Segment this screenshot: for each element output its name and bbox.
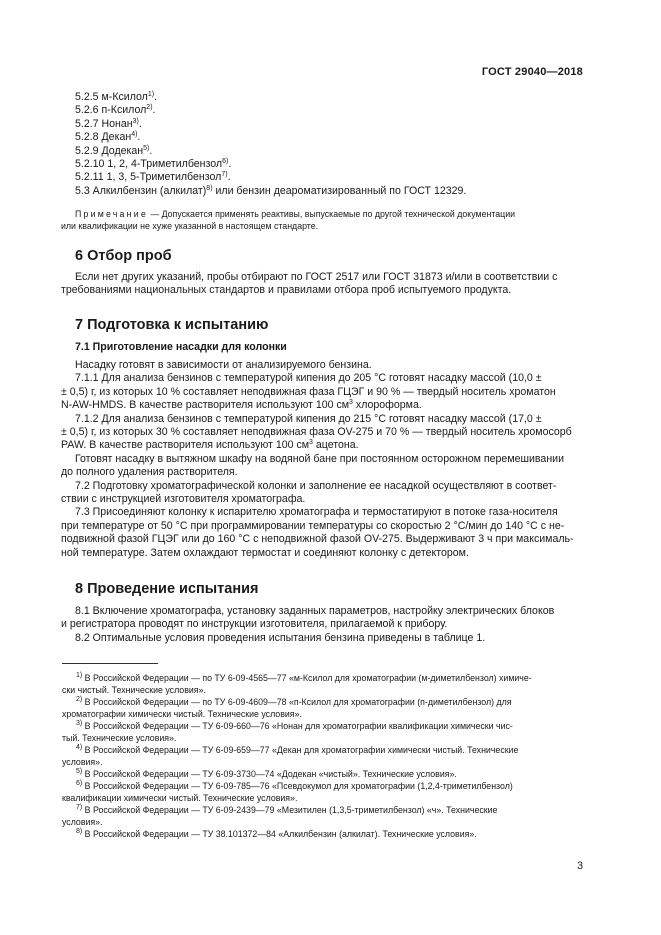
list-item: 5.2.5 м-Ксилол$^{1)}$. — [75, 91, 158, 103]
section-6-body: Если нет других указаний, пробы отбирают по ГОСТ 2517 или ГОСТ 31873 и/или в соответствии с требованиями национальных стандартов и правилами отбора проб испытуемого продукта. — [61, 271, 558, 297]
note-text-cont: или квалификации не хуже указанной в настоящем стандарте. — [61, 220, 319, 231]
footnote: $^{1)}$ В Российской Федерации — по ТУ 6-09-4565—77 «м-Ксилол для хроматографии (м-диметилбензол) химиче- ски чистый. Технические условия». — [62, 672, 532, 695]
footnote: $^{6)}$ В Российской Федерации — ТУ 6-09-785—76 «Псевдокумол для хроматографии (1,2,4-триметилбензол) квалификации химически чистый. Технические условия». — [62, 780, 513, 803]
note-label: Примечание — [75, 209, 148, 219]
footnote: $^{3)}$ В Российской Федерации — ТУ 6-09-660—76 «Нонан для хроматографии квалификации химически чис- тый. Технические условия». — [62, 720, 513, 743]
section-title: 6 Отбор проб — [75, 248, 172, 264]
footnote: $^{4)}$ В Российской Федерации — ТУ 6-09-659—77 «Декан для хроматографии химически чистый. Технические условия». — [62, 744, 519, 767]
list-item: 5.2.6 п-Ксилол$^{2)}$. — [75, 104, 156, 117]
page-number: 3 — [577, 860, 583, 872]
section-7-body: Насадку готовят в зависимости от анализируемого бензина. 7.1.1 Для анализа бензинов с температурой кипения до 205 °С готовят насадку массой (10,0 ± ± 0,5) г, из которых 10 % составляет неподвижная фаза ГЦЭГ и 90 % — твердый носитель хроматон N-AW-HMDS. В качестве растворителя используют 100 $см^3$ хлороформа. 7.1.2 Для анализа бензинов с температурой кипения до 215 °С готовят насадку массой (17,0 ± ± 0,5) г, из которых 30 % составляет неподвижная фаза OV-275 и 70 % — твердый носитель хромосорб PAW. В качестве растворителя используют 100 $см^3$ ацетона. Готовят насадку в вытяжном шкафу на водяной бане при постоянном осторожном перемешивании до полного удаления растворителя. 7.2 Подготовку хроматографической колонки и заполнение ее насадкой осуществляют в соответ- ствии с инструкцией изготовителя хроматографа. 7.3 Присоединяют колонку к испарителю хроматографа и термостатируют в потоке газа-носителя при температуре от 50 °С при программировании температуры со скоростью 2 °С/мин до 140 °С с не- подвижной фазой ГЦЭГ или до 160 °С с неподвижной фазой OV-275. Выдерживают 3 ч при максималь- ной температуре. Затем охлаждают термостат и соединяют колонку с детектором. — [61, 359, 574, 559]
section-title: 8 Проведение испытания — [75, 581, 259, 597]
footnote: $^{2)}$ В Российской Федерации — по ТУ 6-09-4609—78 «п-Ксилол для хроматографии (п-диметилбензол) для хроматографии химически чистый. Технические условия». — [62, 696, 512, 719]
list-item: 5.2.7 Нонан$^{3)}$. — [75, 117, 142, 130]
footnote: $^{5)}$ В Российской Федерации — ТУ 6-09-3730—74 «Додекан «чистый». Технические условия». — [76, 768, 457, 779]
section-title: 7 Подготовка к испытанию — [75, 317, 269, 333]
note-text: — Допускается применять реактивы, выпускаемые по другой технической документации — [147, 209, 516, 219]
document-id: ГОСТ 29040—2018 — [481, 66, 583, 78]
list-item: 5.2.11 1, 3, 5-Триметилбензол$^{7)}$. — [75, 171, 231, 184]
subsection-title: 7.1 Приготовление насадки для колонки — [75, 341, 287, 353]
list-item: 5.2.10 1, 2, 4-Триметилбензол$^{6)}$. — [75, 158, 232, 171]
footnote: $^{7)}$ В Российской Федерации — ТУ 6-09-2439—79 «Мезитилен (1,3,5-триметилбензол) «ч». Технические условия». — [62, 804, 498, 827]
reagent-list — [75, 91, 586, 198]
list-item: 5.2.8 Декан$^{4)}$. — [75, 131, 141, 144]
footnote-separator — [62, 663, 158, 664]
note — [61, 209, 586, 232]
list-item: 5.3 Алкилбензин (алкилат)$^{8)}$ или бензин деароматизированный по ГОСТ 12329. — [75, 184, 467, 197]
footnote: $^{8)}$ В Российской Федерации — ТУ 38.101372—84 «Алкилбензин (алкилат). Технические условия». — [76, 828, 477, 839]
section-8-body: 8.1 Включение хроматографа, установку заданных параметров, настройку электрических блоков и регистратора проводят по инструкции изготовителя, прилагаемой к прибору. 8.2 Оптимальные условия проведения испытания бензина приведены в таблице 1. — [61, 605, 555, 644]
list-item: 5.2.9 Додекан$^{5)}$. — [75, 144, 153, 157]
